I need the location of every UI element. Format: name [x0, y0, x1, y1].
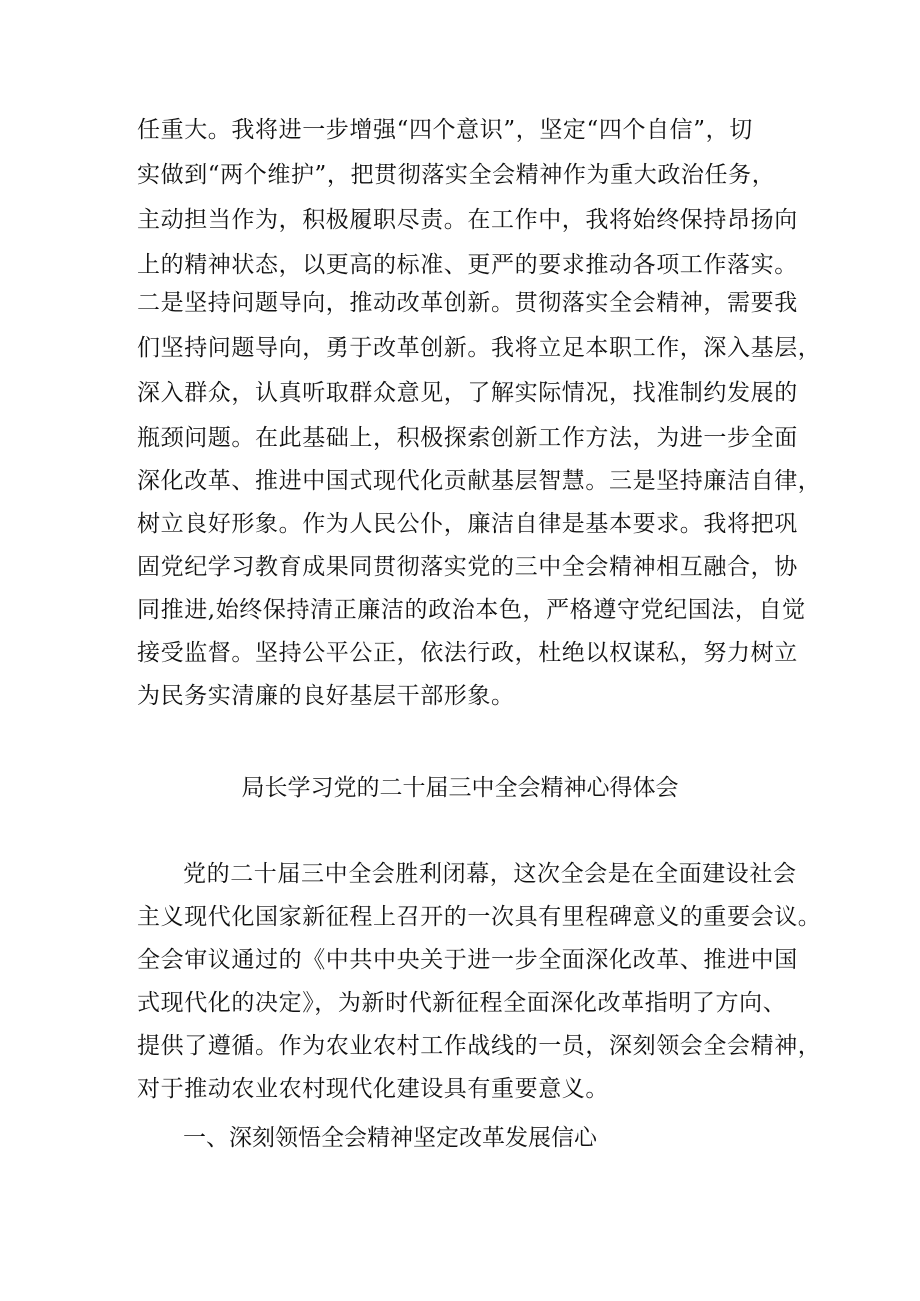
paragraph-line: 任重大。我将进一步增强“四个意识”，坚定“四个自信”，切	[137, 117, 753, 143]
paragraph-line: 同推进,始终保持清正廉洁的政治本色，严格遵守党纪国法，自觉	[137, 597, 806, 623]
paragraph-line: 深化改革、推进中国式现代化贡献基层智慧。三是坚持廉洁自律，	[137, 468, 822, 494]
paragraph-line: 对于推动农业农村现代化建设具有重要意义。	[137, 1076, 609, 1102]
paragraph-line: 们坚持问题导向，勇于改革创新。我将立足本职工作，深入基层，	[137, 335, 822, 361]
paragraph-line: 党的二十届三中全会胜利闭幕，这次全会是在全面建设社会	[183, 861, 797, 887]
paragraph-line: 主动担当作为，积极履职尽责。在工作中，我将始终保持昂扬向	[137, 207, 798, 233]
paragraph-line: 主义现代化国家新征程上召开的一次具有里程碑意义的重要会议。	[137, 904, 822, 930]
section-heading: 一、深刻领悟全会精神坚定改革发展信心	[183, 1125, 597, 1151]
paragraph-line: 实做到“两个维护”，把贯彻落实全会精神作为重大政治任务，	[137, 162, 776, 188]
paragraph-line: 全会审议通过的《中共中央关于进一步全面深化改革、推进中国	[137, 947, 798, 973]
paragraph-line: 树立良好形象。作为人民公仆，廉洁自律是基本要求。我将把巩	[137, 511, 798, 537]
paragraph-line: 深入群众，认真听取群众意见，了解实际情况，找准制约发展的	[137, 380, 798, 406]
paragraph-line: 固党纪学习教育成果同贯彻落实党的三中全会精神相互融合，协	[137, 554, 798, 580]
paragraph-line: 接受监督。坚持公平公正，依法行政，杜绝以权谋私，努力树立	[137, 640, 798, 666]
article-title: 局长学习党的二十届三中全会精神心得体会	[241, 775, 679, 801]
paragraph-line: 二是坚持问题导向，推动改革创新。贯彻落实全会精神，需要我	[137, 290, 798, 316]
paragraph-line: 为民务实清廉的良好基层干部形象。	[137, 683, 515, 709]
paragraph-line: 式现代化的决定》，为新时代新征程全面深化改革指明了方向、	[137, 990, 787, 1016]
paragraph-line: 提供了遵循。作为农业农村工作战线的一员，深刻领会全会精神，	[137, 1033, 822, 1059]
paragraph-line: 上的精神状态，以更高的标准、更严的要求推动各项工作落实。	[137, 252, 798, 278]
paragraph-line: 瓶颈问题。在此基础上，积极探索创新工作方法，为进一步全面	[137, 425, 798, 451]
